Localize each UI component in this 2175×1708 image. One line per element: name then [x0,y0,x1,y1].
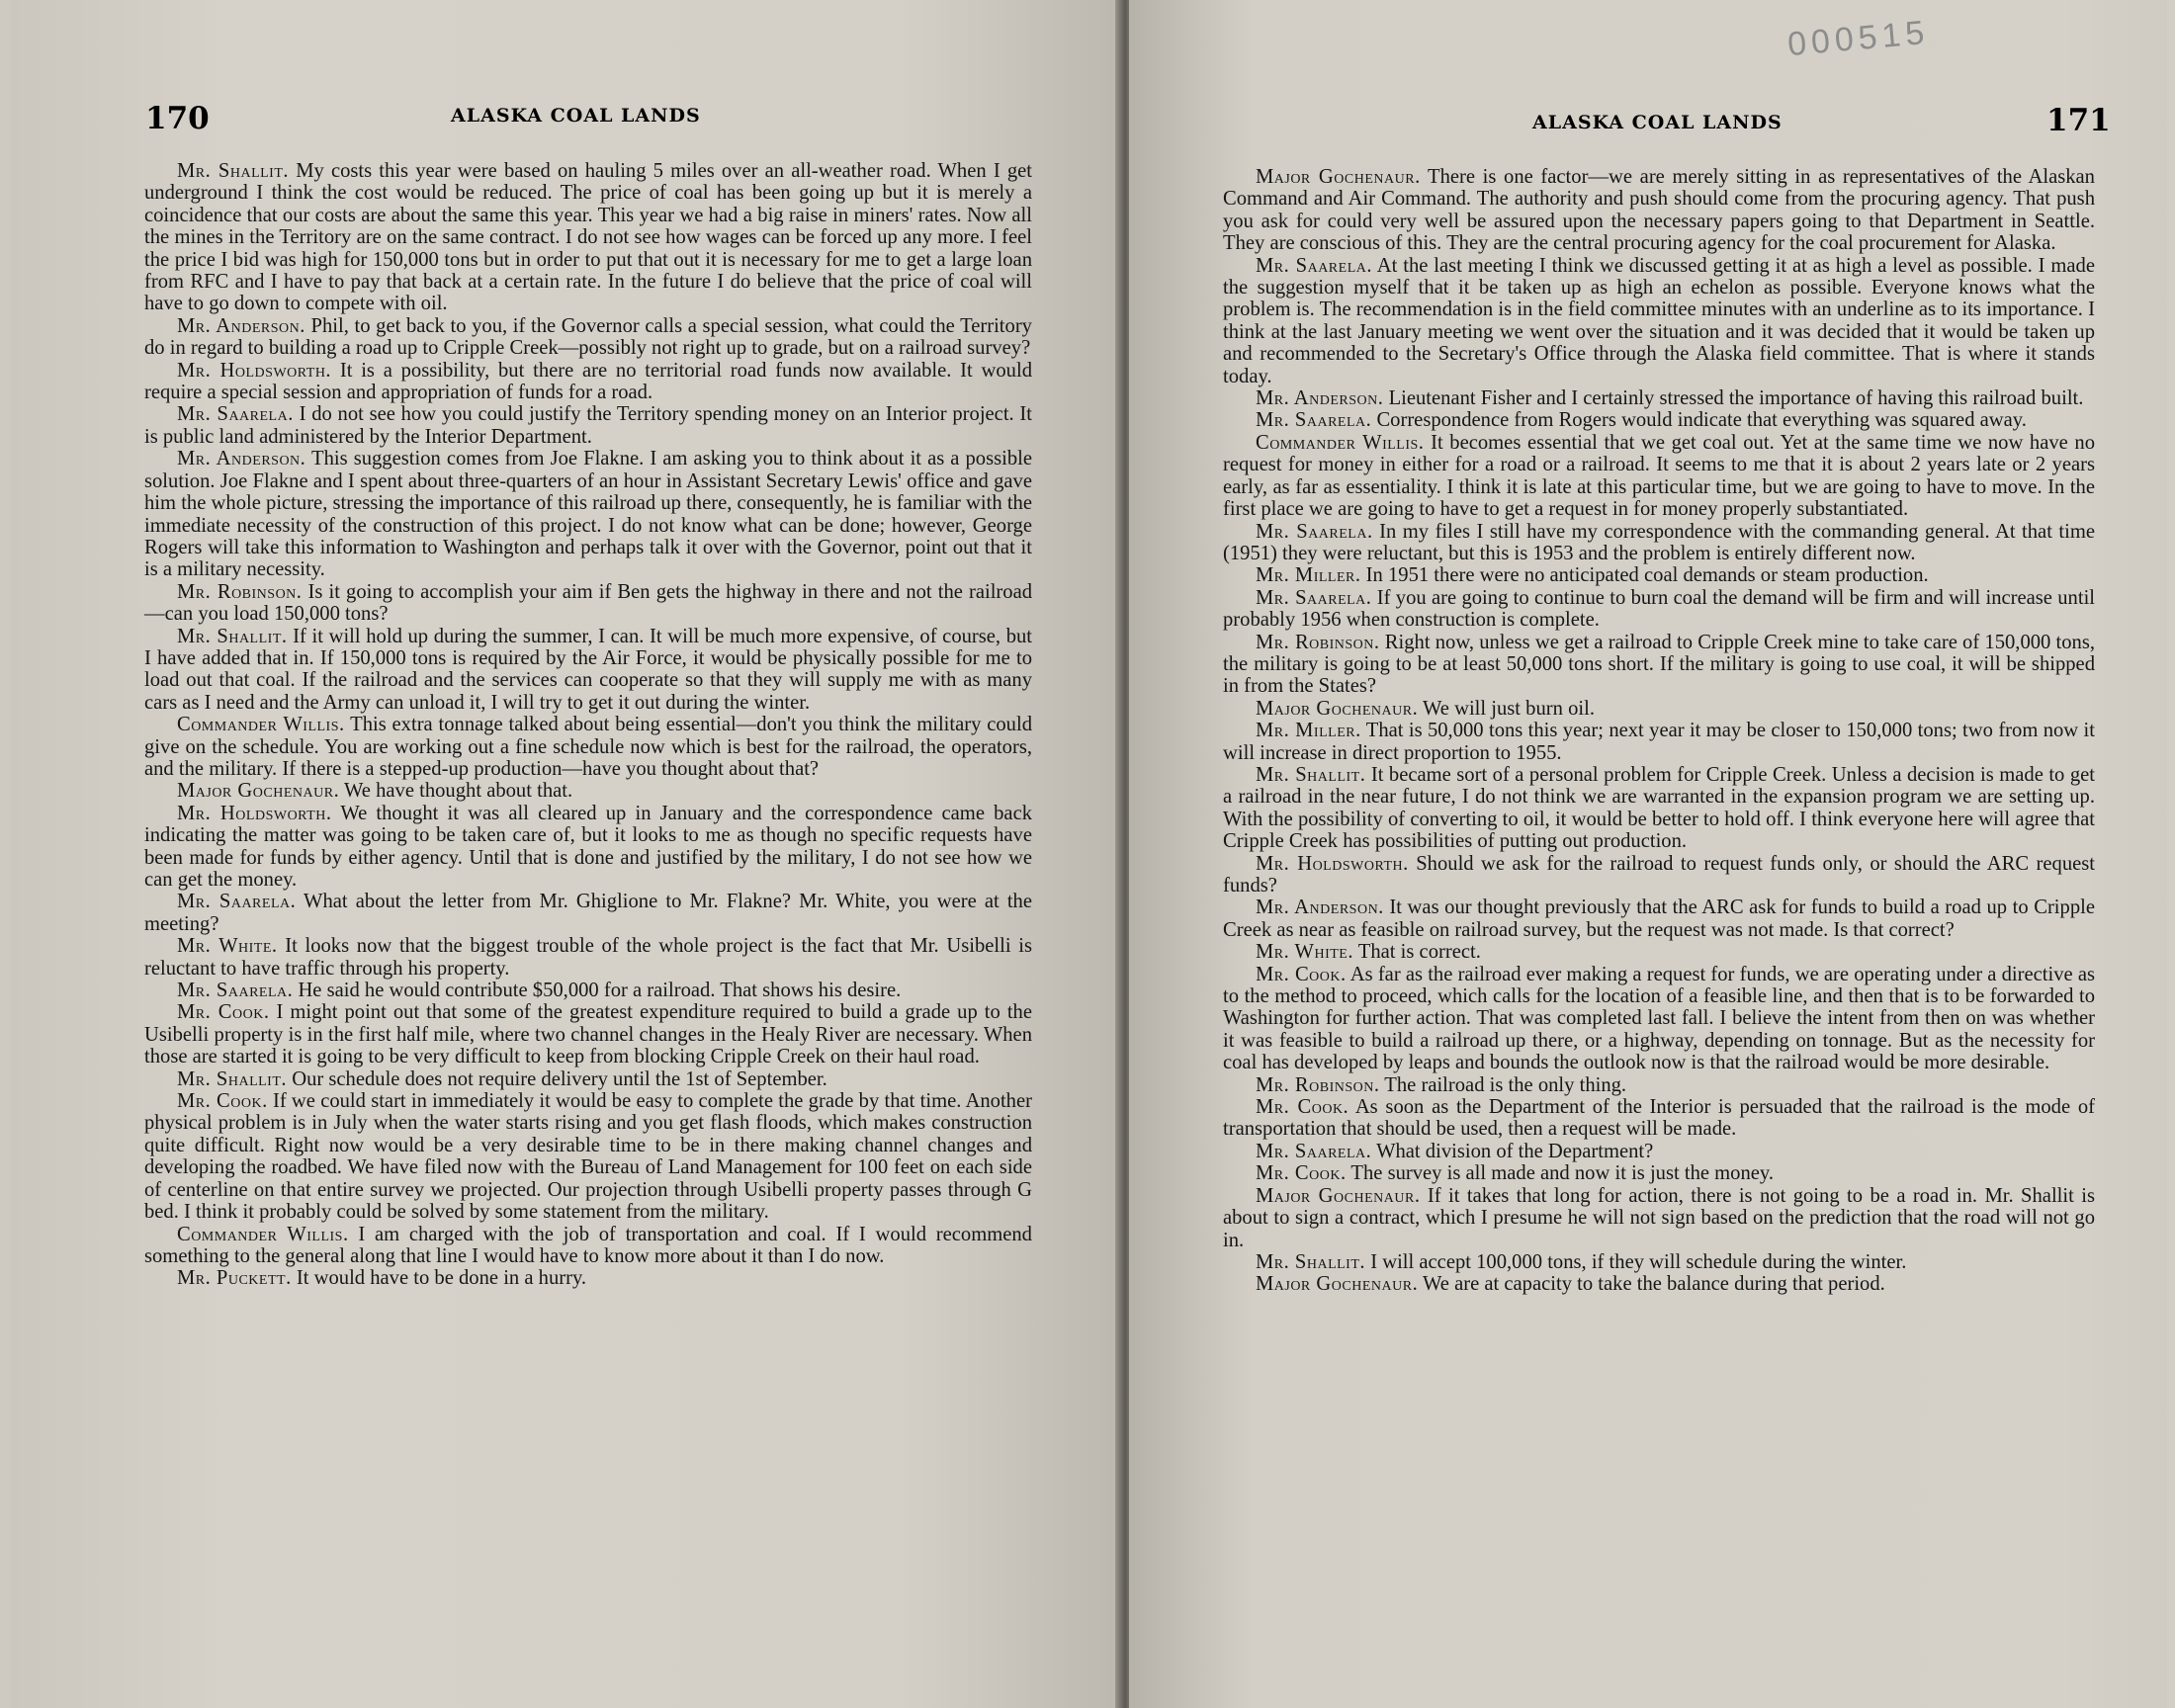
document-stamp: 000515 [1785,13,1931,64]
speech-text: It was our thought previously that the ARC ask for funds to build a road up to Cripple Creek as near as feasible on railroad survey, but the request was not made. Is that correct? [1223,897,2095,941]
speech-text: I will accept 100,000 tons, if they will schedule during the winter. [1370,1250,1907,1273]
page-number: 170 [145,101,210,136]
transcript-paragraph [1223,255,2095,387]
speech-text: As far as the railroad ever making a request for funds, we are operating under a directive as to the method to proceed, which calls for the location of a feasible line, and then that is to be forwarded to Washington for further action. That was completed last fall. I believe the intent from then on was whether it was feasible to build a railroad up there, or a highway, depending on tonnage. But as the necessity for coal has developed by leaps and bounds the outlook now is that the railroad would be more desirable. [1223,963,2095,1074]
speech-text: We are at capacity to take the balance during that period. [1423,1273,1885,1296]
speaker-name: Mr. Cook. [176,1001,270,1024]
speech-text: There is one factor—we are merely sitting in as representatives of the Alaskan Command and Air Command. The authority and push should come from the procuring agency. That push you ask for could very well be assured upon the necessary papers going to that Department in Seattle. They are conscious of this. They are the central procuring agency for the coal procurement for Alaska. [1223,166,2095,255]
transcript-paragraph [144,626,1032,715]
transcript-paragraph [144,780,1032,802]
speaker-name: Mr. Robinson. [1255,1073,1380,1096]
right-page [1129,0,2167,1708]
speech-text: In my files I still have my correspondence with the commanding general. At that time (1951) they were reluctant, but this is 1953 and the problem is entirely different now. [1223,520,2095,564]
transcript-paragraph [1223,853,2095,897]
speech-text: Correspondence from Rogers would indicate that everything was squared away. [1376,409,2027,432]
speech-text: Right now, unless we get a railroad to Cripple Creek mine to take care of 150,000 tons, the military is going to be at least 50,000 tons short. If the military is going to use coal, it will be shipped in from the States? [1223,631,2095,698]
speaker-name: Mr. Anderson. [1255,387,1384,410]
speaker-name: Major Gochenaur. [1255,166,1421,188]
speaker-name: Mr. Shallit. [176,160,290,182]
speaker-name: Mr. Saarela. [176,980,294,1002]
transcript-paragraph [1223,1162,2095,1184]
speaker-name: Mr. Cook. [176,1090,268,1113]
speech-text: It would have to be done in a hurry. [296,1267,587,1290]
speech-text: This suggestion comes from Joe Flakne. I am asking you to think about it as a possible solution. Joe Flakne and I spent about three-quarters of an hour in Assistant Secretary Lewis' office and gave him the whole picture, stressing the importance of this railroad up there, consequently, he is familiar with the immediate necessity of the construction of this project. I do not know what can be done; however, George Rogers will take this information to Washington and perhaps talk it over with the Governor, point out that it is a military necessity. [144,448,1032,581]
speech-text: If we could start in immediately it would be easy to complete the grade by that time. Another physical problem is in July when the water starts rising and you get flash floods, which makes construction quite difficult. Right now would be a very desirable time to be in there making channel changes and developing the roadbed. We have filed now with the Bureau of Land Management for 100 feet on each side of centerline on that entire survey we projected. Our projection through Usibelli property passes through G bed. I think it probably could be solved by some statement from the military. [144,1090,1032,1224]
speech-text: That is 50,000 tons this year; next year it may be closer to 150,000 tons; two from now it will increase in direct proportion to 1955. [1223,720,2095,764]
speech-text: We thought it was all cleared up in January and the correspondence came back indicating the matter was going to be taken care of, but it looks to me as though no specific requests have been made for funds by either agency. Until that is done and justified by the military, I do not see how we can get the money. [144,802,1033,891]
transcript-paragraph [1223,941,2095,963]
speech-text: If it will hold up during the summer, I can. It will be much more expensive, of course, but I have added that in. If 150,000 tons is required by the Air Force, it would be physically possible for me to load out that coal. If the railroad and the services can cooperate so that they will supply me with as many cars as I need and the Army can unload it, I will try to get it out during the winter. [144,625,1033,714]
transcript-paragraph [144,803,1032,892]
left-page [10,0,1119,1708]
speaker-name: Mr. Saarela. [1255,586,1372,609]
transcript-paragraph [144,581,1032,626]
speaker-name: Mr. Saarela. [176,891,297,913]
transcript-paragraph [1223,1141,2095,1162]
speech-text: I do not see how you could justify the Territory spending money on an Interior project. It is public land administered by the Interior Department. [144,403,1033,448]
transcript-paragraph [144,1224,1032,1268]
transcript-paragraph [144,1001,1032,1068]
speech-text: This extra tonnage talked about being essential—don't you think the military could give on the schedule. You are working out a fine schedule now which is best for the railroad, the operators, and the military. If there is a stepped-up production—have you thought about that? [144,714,1032,780]
speech-text: It became sort of a personal problem for Cripple Creek. Unless a decision is made to get a railroad in the near future, I do not think we are warranted in the expansion program we are setting up. With the possibility of converting to oil, it would be better to hold off. I think everyone here will agree that Cripple Creek has possibilities of putting out production. [1223,763,2095,853]
speaker-name: Mr. Saarela. [1255,520,1373,543]
speech-text: The survey is all made and now it is just the money. [1350,1162,1775,1185]
speech-text: It is a possibility, but there are no territorial road funds now available. It would require a special session and appropriation of funds for a road. [144,359,1032,404]
speech-text: My costs this year were based on hauling 5 miles over an all-weather road. When I get underground I think the cost would be reduced. The price of coal has been going up but it is merely a coincidence that our costs are about the same this year. This year we had a big raise in miners' rates. Now all the mines in the Territory are on the same contract. I do not see how wages can be forced up any more. I feel the price I bid was high for 150,000 tons but in order to put that out it is necessary for me to get a large loan from RFC and I have to pay that back at a certain rate. In the future I do believe that the price of coal will have to go down to compete with oil. [144,160,1032,315]
speech-text: In 1951 there were no anticipated coal demands or steam production. [1365,564,1929,587]
transcript-paragraph [1223,521,2095,565]
speech-text: It looks now that the biggest trouble of the whole project is the fact that Mr. Usibelli is reluctant to have traffic through his property. [144,935,1032,980]
speaker-name: Mr. White. [176,935,278,958]
transcript-paragraph [1223,1251,2095,1273]
left-page-text [144,160,1032,1290]
transcript-paragraph [1223,387,2095,409]
transcript-paragraph [1223,964,2095,1074]
transcript-paragraph [1223,166,2095,255]
transcript-paragraph [1223,409,2095,431]
transcript-paragraph [1223,632,2095,698]
transcript-paragraph [144,1090,1032,1223]
speech-text: We will just burn oil. [1423,697,1595,720]
running-header: ALASKA COAL LANDS [1532,112,1783,133]
speech-text: What division of the Department? [1376,1140,1654,1162]
speech-text: If you are going to continue to burn coal the demand will be firm and will increase until probably 1956 when construction is complete. [1223,586,2096,632]
speech-text: Our schedule does not require delivery until the 1st of September. [292,1068,827,1090]
speaker-name: Mr. Cook. [1255,1096,1349,1119]
transcript-paragraph [1223,1185,2095,1251]
transcript-paragraph [144,980,1032,1001]
speech-text: What about the letter from Mr. Ghiglione to Mr. Flakne? Mr. White, you were at the meeting? [144,891,1032,935]
speech-text: As soon as the Department of the Interior is persuaded that the railroad is the mode of transportation that should be used, then a request will be made. [1223,1096,2095,1141]
speech-text: Is it going to accomplish your aim if Ben gets the highway in there and not the railroad—can you load 150,000 tons? [144,580,1033,626]
speaker-name: Commander Willis. [176,1223,349,1245]
transcript-paragraph [144,714,1032,780]
transcript-paragraph [1223,1096,2095,1141]
speech-text: At the last meeting I think we discussed getting it at as high a level as possible. I made the suggestion myself that it be taken up as high an echelon as possible. Everyone knows what the problem is. The recommendation is in the field committee minutes with an underline as to its importance. I think at the last January meeting we went over the situation and it was decided that it would be taken up and recommended to the Secretary's Office through the Alaska field committee. That is where it stands today. [1223,254,2095,387]
transcript-paragraph [144,403,1032,448]
speech-text: If it takes that long for action, there is not going to be a road in. Mr. Shallit is about to sign a contract, which I presume he will not sign based on the prediction that the road will not go in. [1223,1184,2095,1251]
transcript-paragraph [144,935,1032,980]
transcript-paragraph [1223,764,2095,853]
transcript-paragraph [1223,432,2095,521]
speaker-name: Mr. White. [1255,941,1353,964]
transcript-paragraph [1223,1273,2095,1295]
speech-text: I might point out that some of the greatest expenditure required to build a grade up to the Usibelli property is in the first half mile, where two channel changes in the Healy River are necessary. When those are started it is going to be very difficult to keep from blocking Cripple Creek on their haul road. [144,1001,1032,1068]
transcript-paragraph [144,315,1032,360]
speech-text: Lieutenant Fisher and I certainly stressed the importance of having this railroad built. [1388,387,2084,410]
transcript-paragraph [1223,897,2095,941]
speaker-name: Mr. Cook. [1255,963,1347,985]
transcript-paragraph [1223,698,2095,720]
speaker-name: Mr. Miller. [1255,564,1361,587]
transcript-paragraph [144,360,1032,404]
speaker-name: Mr. Cook. [1255,1162,1347,1185]
right-page-text [1223,166,2095,1296]
speaker-name: Major Gochenaur. [1255,1184,1421,1207]
transcript-paragraph [144,891,1032,935]
speech-text: It becomes essential that we get coal out. Yet at the same time we now have no request for money in either for a road or a railroad. It seems to me that it is about 2 years late or 2 years early, as far as essentiality. I think it is late at this particular time, but we are going to have to move. In the first place we are going to have to get a request in for money properly substantiated. [1223,431,2096,521]
page-number: 171 [2046,103,2111,138]
speech-text: I am charged with the job of transportation and coal. If I would recommend something to the general along that line I would have to know more about it than I do now. [144,1223,1032,1267]
speaker-name: Mr. Shallit. [176,625,288,647]
speaker-name: Mr. Holdsworth. [176,802,332,824]
speech-text: That is correct. [1357,941,1481,964]
speaker-name: Mr. Anderson. [1255,897,1384,919]
speech-text: He said he would contribute $50,000 for a railroad. That shows his desire. [298,980,902,1002]
transcript-paragraph [144,448,1032,580]
transcript-paragraph [144,1068,1032,1090]
speaker-name: Major Gochenaur. [1255,1273,1419,1296]
speaker-name: Mr. Shallit. [1255,763,1366,786]
transcript-paragraph [144,160,1032,315]
speech-text: We have thought about that. [344,780,573,803]
speaker-name: Mr. Saarela. [1255,1140,1372,1162]
transcript-paragraph [1223,1074,2095,1096]
speaker-name: Mr. Saarela. [1255,409,1372,432]
speaker-name: Mr. Miller. [1255,720,1361,742]
speaker-name: Mr. Holdsworth. [176,359,332,382]
transcript-paragraph [1223,587,2095,632]
speech-text: Phil, to get back to you, if the Governor calls a special session, what could the Territory do in regard to building a road up to Cripple Creek—possibly not right up to grade, but on a railroad survey? [144,314,1032,360]
transcript-paragraph [1223,564,2095,586]
transcript-paragraph [1223,720,2095,764]
speaker-name: Mr. Robinson. [176,580,303,603]
speaker-name: Mr. Shallit. [176,1068,288,1090]
speaker-name: Mr. Saarela. [176,403,294,426]
speaker-name: Mr. Saarela. [1255,254,1372,277]
speaker-name: Mr. Robinson. [1255,631,1380,653]
speaker-name: Mr. Holdsworth. [1255,852,1409,875]
speaker-name: Mr. Shallit. [1255,1250,1366,1273]
running-header: ALASKA COAL LANDS [451,105,701,127]
speech-text: The railroad is the only thing. [1384,1073,1627,1096]
speaker-name: Mr. Anderson. [176,448,306,470]
speaker-name: Mr. Anderson. [176,314,305,337]
speaker-name: Commander Willis. [1255,431,1425,454]
speaker-name: Commander Willis. [176,714,345,736]
speaker-name: Mr. Puckett. [176,1267,292,1290]
speaker-name: Major Gochenaur. [1255,697,1419,720]
speech-text: Should we ask for the railroad to request funds only, or should the ARC request funds? [1223,852,2096,897]
transcript-paragraph [144,1267,1032,1289]
speaker-name: Major Gochenaur. [176,780,340,803]
